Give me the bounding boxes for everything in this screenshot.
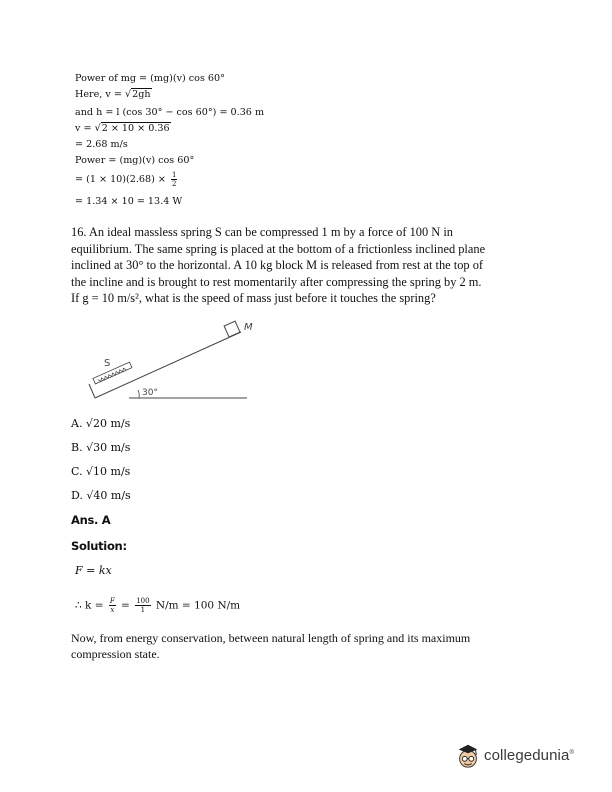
- option-a: A. √20 m/s: [71, 417, 131, 430]
- energy-line: compression state.: [71, 647, 160, 661]
- question-line: inclined at 30° to the horizontal. A 10 kg block M is released from rest at the top of: [71, 258, 484, 273]
- energy-text: [71, 630, 541, 662]
- question-line: 16. An ideal massless spring S can be compressed 1 m by a force of 100 N in: [71, 225, 453, 239]
- spring-wall: [89, 384, 95, 398]
- energy-line: Now, from energy conservation, between natural length of spring and its maximum: [71, 631, 471, 645]
- option-b: B. √30 m/s: [71, 441, 131, 454]
- prev-solution-line-5: = 2.68 m/s: [75, 139, 128, 150]
- angle-arc: [138, 390, 139, 398]
- angle-label: 30°: [142, 388, 158, 398]
- label-m: M: [244, 322, 253, 333]
- collegedunia-logo-icon: [453, 742, 483, 770]
- question-line: equilibrium. The same spring is placed at the bottom of a frictionless inclined plane: [71, 241, 486, 256]
- label-s: S: [104, 358, 111, 369]
- prev-solution-line-7: = (1 × 10)(2.68) × $\frac{1}{2}$: [75, 171, 177, 188]
- prev-solution-line-8: = 1.34 × 10 = 13.4 W: [75, 196, 183, 207]
- spring-s: [93, 362, 132, 384]
- spring-constant-equation: ∴ k = $\frac{F}{x}$ = $\frac{100}{1}$ N/m = 100 N/m: [75, 597, 241, 614]
- brand-name: collegedunia®: [484, 747, 574, 764]
- prev-solution-line-3: and h = l (cos 30° − cos 60°) = 0.36 m: [75, 107, 265, 118]
- prev-solution-line-6: Power = (mg)(v) cos 60°: [75, 155, 195, 166]
- question-line: the incline and is brought to rest momentarily after compressing the spring by 2 m.: [71, 274, 482, 289]
- solution-heading: Solution:: [71, 539, 127, 553]
- question-text: [71, 224, 541, 307]
- option-d: D. √40 m/s: [71, 489, 131, 502]
- prev-solution-line-2: Here, v = √2gh: [75, 89, 151, 100]
- answer-label: Ans. A: [71, 513, 111, 527]
- prev-solution-line-4: v = √2 × 10 × 0.36: [75, 123, 170, 134]
- block-m: [224, 321, 240, 337]
- option-c: C. √10 m/s: [71, 465, 131, 478]
- prev-solution-line-1: Power of mg = (mg)(v) cos 60°: [75, 73, 225, 84]
- incline-figure: [0, 310, 612, 410]
- force-equation: F = kx: [75, 564, 112, 577]
- incline-surface: [95, 332, 241, 398]
- question-line: If g = 10 m/s², what is the speed of mass just before it touches the spring?: [71, 291, 436, 306]
